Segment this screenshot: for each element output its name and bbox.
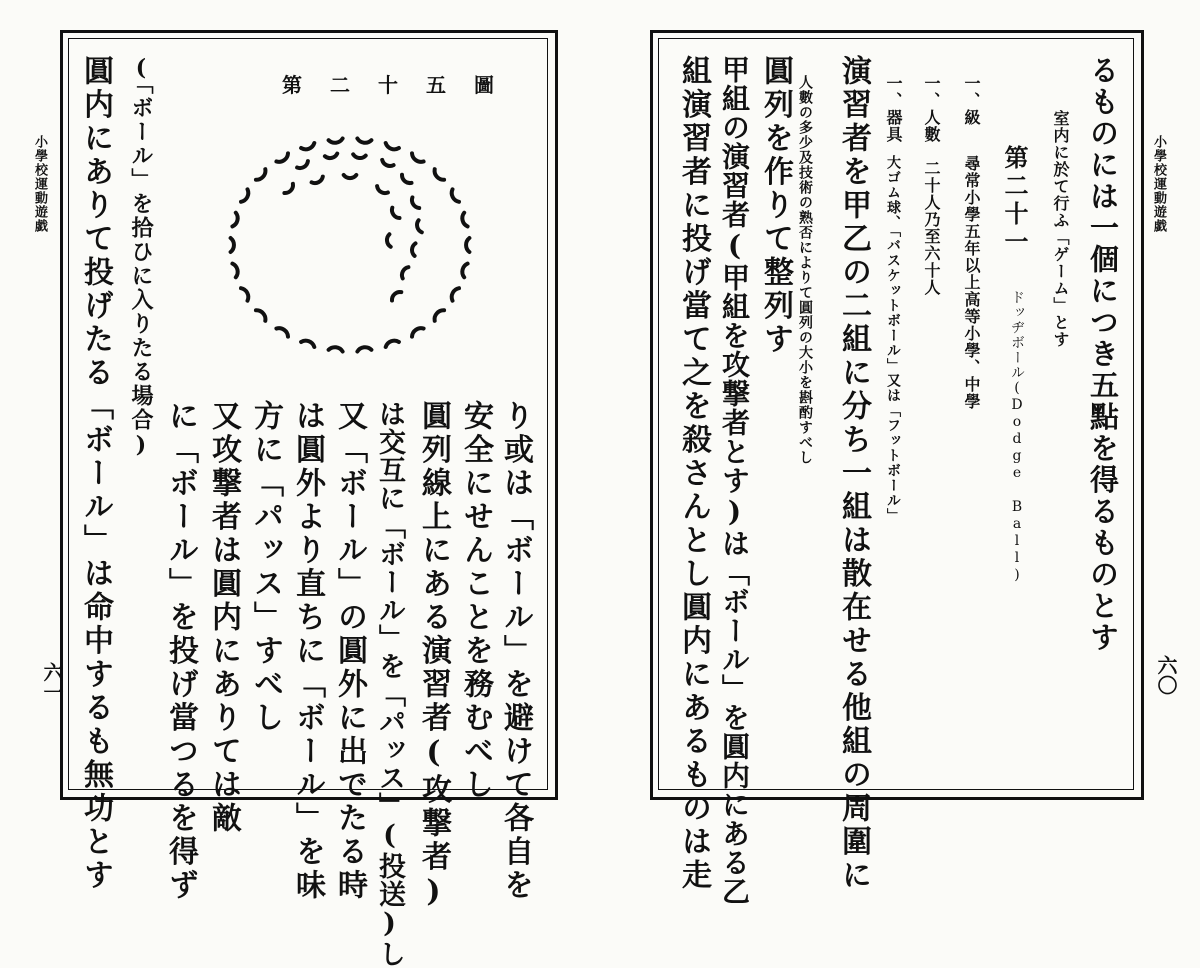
player-mark bbox=[462, 264, 467, 278]
player-mark bbox=[435, 310, 445, 321]
player-mark bbox=[276, 153, 288, 161]
left-col-3: に「ボール」を投げ當つるを得ず bbox=[163, 400, 198, 903]
player-mark bbox=[284, 184, 293, 193]
player-mark bbox=[256, 310, 266, 321]
player-mark bbox=[412, 153, 424, 161]
right-col-14: 圓列を作りて整列す bbox=[758, 55, 793, 357]
left-running-head: 小學校運動遊戯 bbox=[32, 135, 47, 233]
player-mark bbox=[231, 238, 234, 252]
player-mark bbox=[301, 341, 314, 347]
right-col-8: 二十人乃至六十人 bbox=[922, 160, 941, 296]
player-mark bbox=[353, 154, 366, 158]
player-mark bbox=[452, 189, 459, 202]
right-col-15: 甲組の演習者(甲組を攻撃者とす)は「ボール」を圓内にある乙 bbox=[718, 55, 751, 906]
left-col-10: 安全にせんことを務むべし bbox=[458, 400, 493, 802]
player-mark bbox=[377, 186, 388, 193]
player-mark bbox=[232, 264, 237, 278]
player-mark bbox=[232, 213, 237, 227]
left-col-8: は交互に「ボール」を「パッス」(投送)し bbox=[374, 400, 405, 968]
left-col-5: 方に「パッス」すべし bbox=[248, 400, 283, 735]
right-col-4: ドッヂボール(Dodge Ball) bbox=[1009, 290, 1025, 584]
left-col-11: り或は「ボール」を避けて各自を bbox=[498, 400, 533, 903]
player-mark bbox=[241, 288, 248, 301]
right-col-11: 人數の多少及技術の熟否によりて圓列の大小を斟酌すべし bbox=[797, 75, 813, 465]
player-mark bbox=[357, 347, 371, 351]
player-mark bbox=[329, 347, 343, 351]
left-col-4: 又攻撃者は圓内にありては敵 bbox=[206, 400, 241, 836]
left-col-6: は圓外より直ちに「ボール」を味 bbox=[290, 400, 325, 903]
figure-caption: 第二十五圖 bbox=[282, 73, 522, 97]
player-mark bbox=[241, 189, 248, 202]
left-page-number: 六一 bbox=[40, 662, 64, 702]
player-mark bbox=[462, 213, 467, 227]
player-mark bbox=[402, 267, 408, 278]
player-mark bbox=[382, 160, 393, 166]
player-mark bbox=[301, 143, 314, 149]
right-col-16: 組演習者に投げ當て之を殺さんとし圓内にあるものは走 bbox=[676, 55, 711, 893]
player-mark bbox=[417, 220, 422, 232]
right-col-13: 演習者を甲乙の二組に分ち一組は散在せる他組の周圍に bbox=[836, 55, 871, 893]
player-mark bbox=[297, 161, 308, 168]
player-mark bbox=[412, 197, 419, 208]
left-col-2: (「ボール」を拾ひに入りたる場合) bbox=[128, 55, 154, 460]
player-mark bbox=[412, 243, 415, 256]
player-mark bbox=[386, 143, 399, 149]
player-mark bbox=[386, 341, 399, 347]
player-mark bbox=[256, 169, 266, 180]
player-mark bbox=[329, 139, 343, 143]
player-mark bbox=[435, 169, 445, 180]
player-mark bbox=[276, 328, 288, 336]
right-col-2: 室内に於て行ふ「ゲーム」とす bbox=[1051, 110, 1070, 348]
right-col-7: 一、人數 bbox=[922, 75, 941, 143]
player-mark bbox=[357, 139, 371, 143]
player-mark bbox=[325, 154, 337, 158]
right-running-head: 小學校運動遊戯 bbox=[1151, 135, 1166, 233]
player-mark bbox=[387, 234, 391, 247]
right-page-number: 六〇 bbox=[1154, 655, 1178, 695]
left-col-1: 圓内にありて投げたる「ボール」は命中するも無功とす bbox=[78, 55, 113, 893]
player-mark bbox=[452, 288, 459, 301]
right-col-10: 大ゴム球、「バスケットボール」又は「フットボール」 bbox=[885, 155, 901, 523]
right-col-6: 尋常小學五年以上高等小學、中學 bbox=[962, 155, 981, 410]
player-mark bbox=[402, 175, 412, 183]
player-mark bbox=[412, 328, 424, 336]
left-col-9: 圓列線上にある演習者(攻撃者) bbox=[416, 400, 451, 913]
left-col-7: 又「ボール」の圓外に出でたる時 bbox=[332, 400, 367, 903]
player-mark bbox=[466, 238, 469, 252]
player-mark bbox=[344, 175, 357, 178]
right-col-1: るものには一個につき五點を得るものとす bbox=[1086, 55, 1120, 654]
player-mark bbox=[392, 292, 401, 301]
right-col-3: 第二十一 bbox=[1000, 145, 1029, 257]
right-col-9: 一、器具 bbox=[884, 75, 903, 143]
player-mark bbox=[392, 208, 400, 218]
player-mark bbox=[312, 177, 323, 183]
right-col-5: 一、級 bbox=[962, 75, 981, 126]
